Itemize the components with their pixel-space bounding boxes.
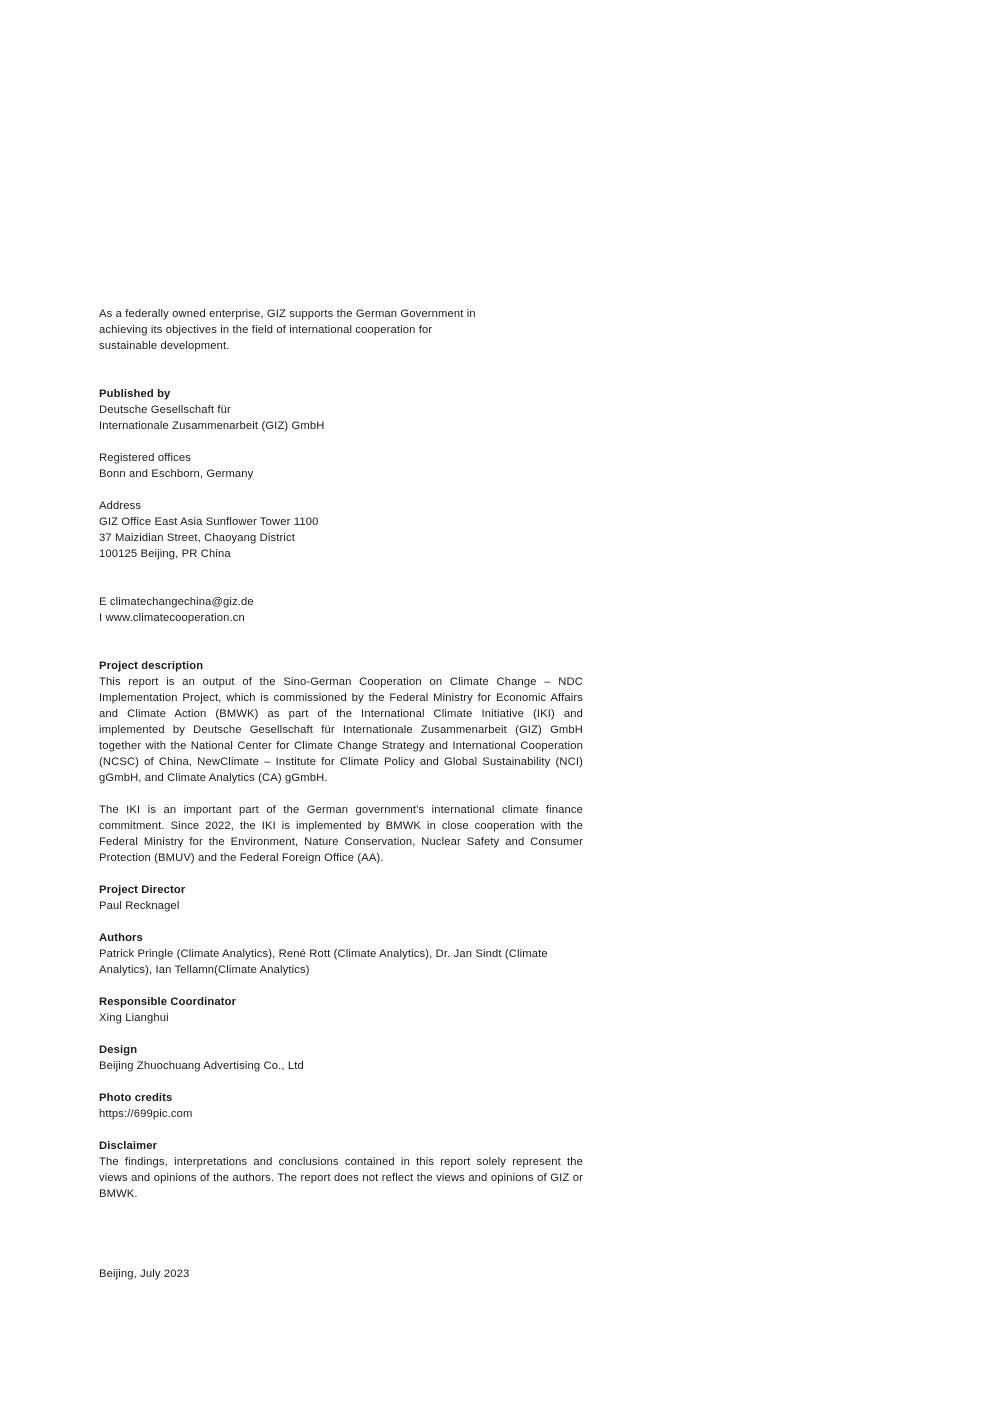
design-label: Design [99, 1044, 138, 1056]
publisher-line-1: Deutsche Gesellschaft für [99, 404, 231, 416]
project-description-label: Project description [99, 660, 204, 672]
spacer [99, 1026, 583, 1042]
spacer [99, 786, 583, 802]
spacer [99, 1074, 583, 1090]
disclaimer-label: Disclaimer [99, 1140, 158, 1152]
address-line-3: 100125 Beijing, PR China [99, 548, 231, 560]
spacer [99, 434, 583, 450]
responsible-coordinator-label: Responsible Coordinator [99, 996, 237, 1008]
photo-credits-value[interactable]: https://699pic.com [99, 1108, 193, 1120]
imprint-block [99, 306, 583, 1202]
spacer [99, 626, 583, 658]
disclaimer-value: The findings, interpretations and conclusions contained in this report solely represent the views and opinions of the authors. The report does not reflect the views and opinions of GIZ or BMWK. [99, 1156, 583, 1200]
spacer [99, 354, 583, 386]
spacer [99, 482, 583, 498]
project-description-paragraph-2: The IKI is an important part of the German government’s international climate finance commitment. Since 2022, the IKI is implemented by BMWK in close cooperation with the Federal Ministry for the Environment, Nature Conservation, Nuclear Safety and Consumer Protection (BMUV) and the Federal Foreign Office (AA). [99, 804, 583, 864]
contact-website[interactable]: I www.climatecooperation.cn [99, 612, 245, 624]
registered-offices-value: Bonn and Eschborn, Germany [99, 468, 254, 480]
photo-credits-label: Photo credits [99, 1092, 173, 1104]
spacer [99, 1122, 583, 1138]
spacer [99, 914, 583, 930]
design-value: Beijing Zhuochuang Advertising Co., Ltd [99, 1060, 304, 1072]
spacer [99, 978, 583, 994]
responsible-coordinator-value: Xing Lianghui [99, 1012, 169, 1024]
spacer [99, 562, 583, 594]
contact-email[interactable]: E climatechangechina@giz.de [99, 596, 254, 608]
registered-offices-label: Registered offices [99, 452, 192, 464]
address-label: Address [99, 500, 142, 512]
project-director-value: Paul Recknagel [99, 900, 180, 912]
spacer [99, 866, 583, 882]
publisher-line-2: Internationale Zusammenarbeit (GIZ) GmbH [99, 420, 325, 432]
place-date: Beijing, July 2023 [99, 1268, 190, 1280]
authors-label: Authors [99, 932, 143, 944]
project-description-paragraph-1: This report is an output of the Sino-German Cooperation on Climate Change – NDC Implementation Project, which is commissioned by the Federal Ministry for Economic Affairs and Climate Action (BMWK) as part of the International Climate Initiative (IKI) and implemented by Deutsche Gesellschaft für Internationale Zusammenarbeit (GIZ) GmbH together with the National Center for Climate Change Strategy and International Cooperation (NCSC) of China, NewClimate – Institute for Climate Policy and Global Sustainability (NCI) gGmbH, and Climate Analytics (CA) gGmbH. [99, 676, 583, 784]
published-by-label: Published by [99, 388, 171, 400]
project-director-label: Project Director [99, 884, 186, 896]
address-line-1: GIZ Office East Asia Sunflower Tower 1100 [99, 516, 319, 528]
intro-text: As a federally owned enterprise, GIZ supports the German Government in achieving its objectives in the field of international cooperation for sustainable development. [99, 308, 476, 352]
address-line-2: 37 Maizidian Street, Chaoyang District [99, 532, 295, 544]
authors-value: Patrick Pringle (Climate Analytics), René Rott (Climate Analytics), Dr. Jan Sindt (Climate Analytics), Ian Tellamn(Climate Analytics) [99, 948, 548, 976]
